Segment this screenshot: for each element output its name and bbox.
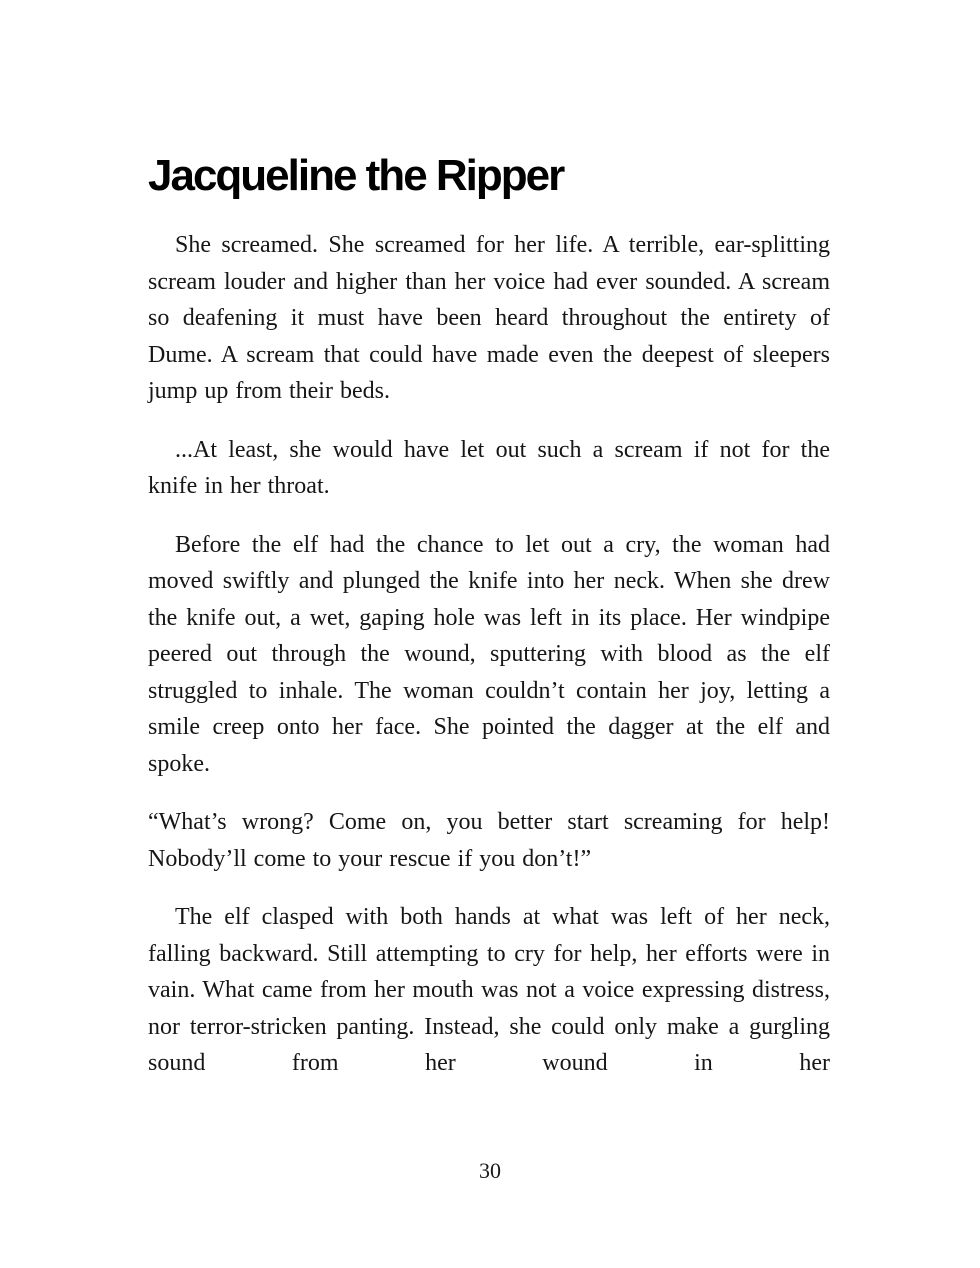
body-paragraph: The elf clasped with both hands at what was left of her neck, falling backward. Still attempting to cry for help, her efforts were in vain. What came from her mouth was not a voice expressing distress, nor terror-stricken panting. Instead, she could only make a gurgling sound from her wound in her bbox=[148, 904, 830, 1076]
chapter-body bbox=[148, 227, 830, 1082]
chapter-title: Jacqueline the Ripper bbox=[148, 151, 564, 200]
body-paragraph: ...At least, she would have let out such a scream if not for the knife in her throat. bbox=[148, 436, 830, 499]
dialogue-paragraph: “What’s wrong? Come on, you better start screaming for help! Nobody’ll come to your rescue if you don’t!” bbox=[148, 809, 830, 872]
page-number: 30 bbox=[479, 1158, 501, 1183]
body-paragraph: Before the elf had the chance to let out a cry, the woman had moved swiftly and plunged the knife into her neck. When she drew the knife out, a wet, gaping hole was left in its place. Her windpipe peered out through the wound, sputtering with blood as the elf struggled to inhale. The woman couldn’t contain her joy, letting a smile creep onto her face. She pointed the dagger at the elf and spoke. bbox=[148, 531, 830, 777]
body-paragraph: She screamed. She screamed for her life. A terrible, ear-splitting scream louder and higher than her voice had ever sounded. A scream so deafening it must have been heard throughout the entirety of Dume. A scream that could have made even the deepest of sleepers jump up from their beds. bbox=[148, 232, 830, 404]
text-column bbox=[148, 0, 830, 1104]
